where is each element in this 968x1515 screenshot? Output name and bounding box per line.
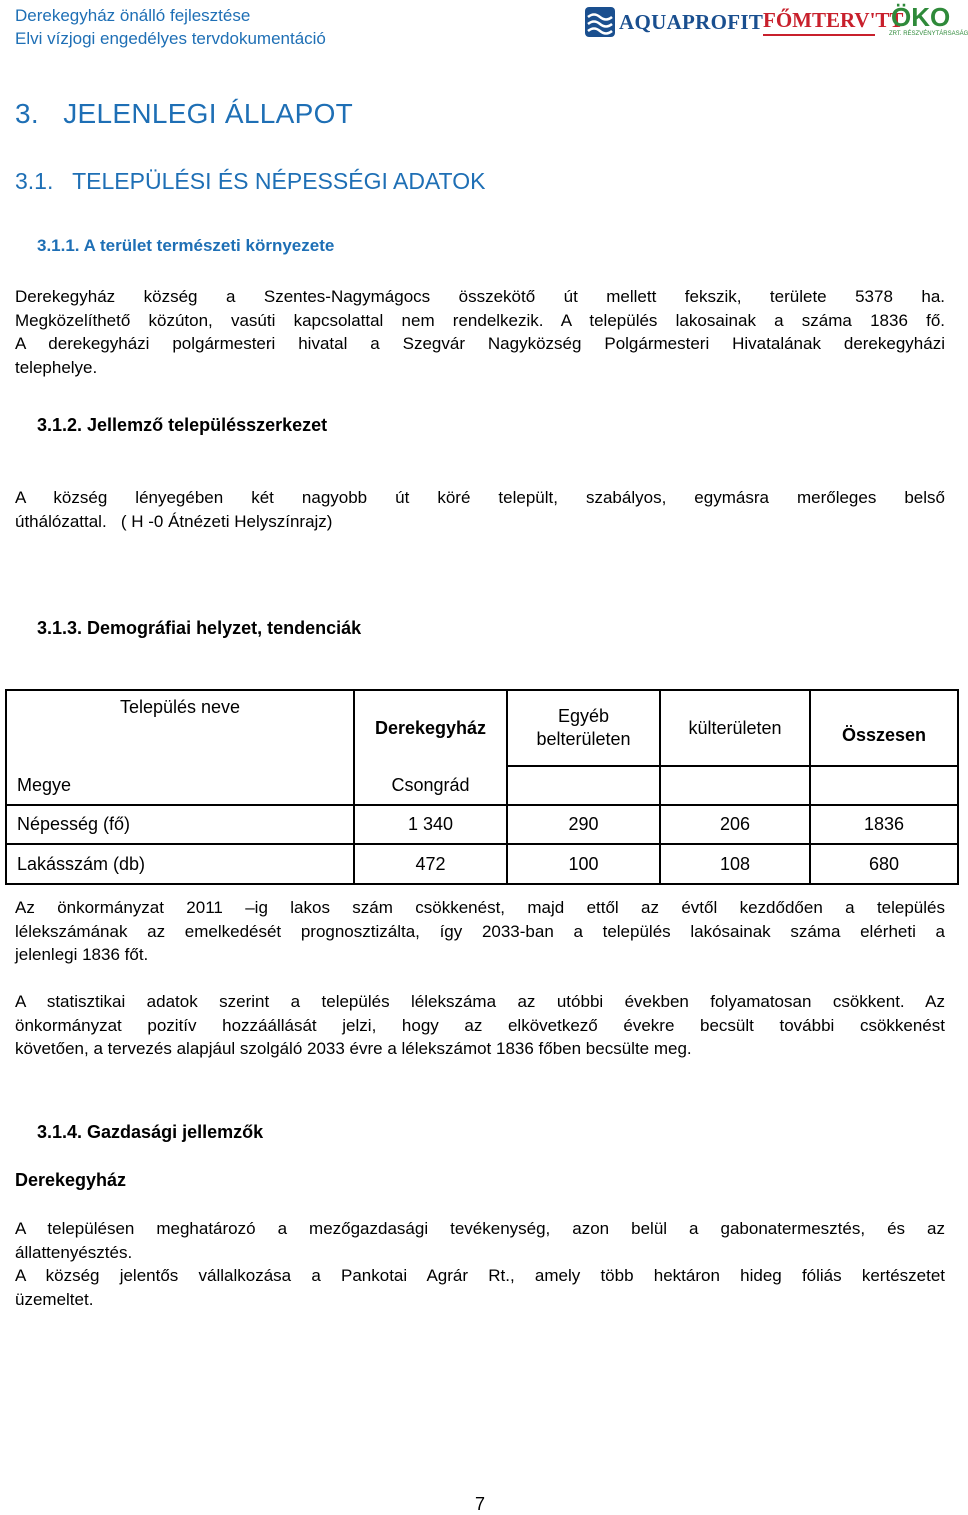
- table-row: [6, 844, 958, 884]
- table-county-row: [6, 766, 958, 805]
- demography-paragraph-2: [15, 990, 945, 1061]
- table-cell: 680: [810, 844, 958, 884]
- paragraph-line: követően, a tervezés alapjául szolgáló 2033 évre a lélekszámot 1836 főben becsülte meg.: [15, 1039, 692, 1058]
- demographics-table: [5, 689, 959, 885]
- table-cell-label: Lakásszám (db): [6, 844, 354, 884]
- aquaprofit-logo: [585, 4, 764, 40]
- paragraph-line: A község lényegében két nagyobb út köré települt, szabályos, egymásra merőleges belső: [15, 488, 945, 507]
- paragraph-line: önkormányzat pozitív hozzáállását jelzi, hogy az elkövetkező évekre becsült további csökkenést: [15, 1015, 945, 1035]
- oko-logo-text: ÖKO: [891, 2, 951, 32]
- section-3-1-4-title: 3.1.4. Gazdasági jellemzők: [37, 1122, 264, 1142]
- paragraph-line: A településen meghatározó a mezőgazdasági tevékenység, azon belül a gabonatermesztés, és az: [15, 1219, 945, 1238]
- table-header-belterulet-line2: belterületen: [536, 729, 631, 749]
- paragraph-line: jelenlegi 1836 főt.: [15, 945, 149, 964]
- section-3-1-2-title: 3.1.2. Jellemző településszerkezet: [37, 415, 328, 435]
- demography-paragraph-1: [15, 896, 945, 967]
- paragraph-line: Az önkormányzat 2011 –ig lakos szám csökkenést, majd ettől az évtől kezdődően a település: [15, 898, 945, 917]
- paragraph-line: A derekegyházi polgármesteri hivatal a Szegvár Nagyközség Polgármesteri Hivatalának derekegyházi: [15, 334, 945, 353]
- table-header-row: [6, 690, 958, 766]
- table-county-label: Megye: [6, 766, 354, 805]
- paragraph-line: Derekegyház község a Szentes-Nagymágocs összekötő út mellett fekszik, területe 5378 ha.: [15, 287, 945, 306]
- fomterv-underline: [763, 34, 875, 36]
- header-line-1: Derekegyház önálló fejlesztése: [15, 6, 251, 25]
- fomterv-logo-text: FŐMTERV'TT: [763, 8, 904, 32]
- economy-paragraph: [15, 1217, 945, 1311]
- section-3-1-2-paragraph: [15, 486, 945, 533]
- section-3-1-4-subtitle: Derekegyház: [15, 1170, 127, 1190]
- table-cell: 290: [507, 805, 660, 844]
- table-empty-cell: [810, 766, 958, 805]
- page-number: 7: [474, 1494, 485, 1514]
- paragraph-line: A statisztikai adatok szerint a település lélekszáma az utóbbi években folyamatosan csökkent. Az: [15, 992, 945, 1011]
- section-3-1-3-title: 3.1.3. Demográfiai helyzet, tendenciák: [37, 618, 362, 638]
- header-line-2: Elvi vízjogi engedélyes tervdokumentáció: [15, 29, 326, 48]
- oko-logo-subtext: ZRT. RÉSZVÉNYTÁRSASÁG: [889, 31, 968, 37]
- table-cell-label: Népesség (fő): [6, 805, 354, 844]
- table-cell: 108: [660, 844, 810, 884]
- table-cell: 472: [354, 844, 507, 884]
- paragraph-line: Megközelíthető közúton, vasúti kapcsolattal nem rendelkezik. A település lakosainak a száma 1836 fő.: [15, 310, 945, 330]
- section-3-1-1-paragraph: [15, 285, 945, 379]
- paragraph-line: úthálózattal. ( H -0 Átnézeti Helyszínrajz): [15, 511, 333, 531]
- table-header-belterulet-line1: Egyéb: [557, 706, 610, 726]
- paragraph-line: lélekszámának az emelkedését prognosztizálta, így 2033-ban a település lakósainak száma elérheti a: [15, 921, 945, 941]
- table-header-label: Település neve: [6, 690, 354, 766]
- table-county-value: Csongrád: [354, 766, 507, 805]
- table-cell: 1 340: [354, 805, 507, 844]
- aquaprofit-logo-text: AQUAPROFIT: [619, 10, 764, 34]
- table-cell: 100: [507, 844, 660, 884]
- section-3-title: 3. JELENLEGI ÁLLAPOT: [15, 98, 354, 129]
- table-row: [6, 805, 958, 844]
- table-cell: 1836: [810, 805, 958, 844]
- paragraph-line: állattenyésztés.: [15, 1242, 133, 1262]
- paragraph-line: üzemeltet.: [15, 1289, 94, 1309]
- paragraph-line: A község jelentős vállalkozása a Pankotai Agrár Rt., amely több hektáron hideg fóliás kertészetet: [15, 1266, 945, 1285]
- table-empty-cell: [660, 766, 810, 805]
- table-cell: 206: [660, 805, 810, 844]
- table-header-kulterulet: külterületen: [660, 690, 810, 766]
- section-3-1-1-title: 3.1.1. A terület természeti környezete: [37, 236, 335, 255]
- oko-logo: [889, 2, 968, 42]
- table-header-derekegyhaz: Derekegyház: [354, 690, 507, 766]
- table-header-belterulet: [507, 690, 660, 766]
- fomterv-logo: [763, 4, 904, 40]
- table-empty-cell: [507, 766, 660, 805]
- aquaprofit-wave-icon: [585, 7, 615, 37]
- paragraph-line: telephelye.: [15, 357, 98, 377]
- table-header-osszesen: Összesen: [810, 690, 958, 766]
- section-3-1-title: 3.1. TELEPÜLÉSI ÉS NÉPESSÉGI ADATOK: [15, 168, 486, 194]
